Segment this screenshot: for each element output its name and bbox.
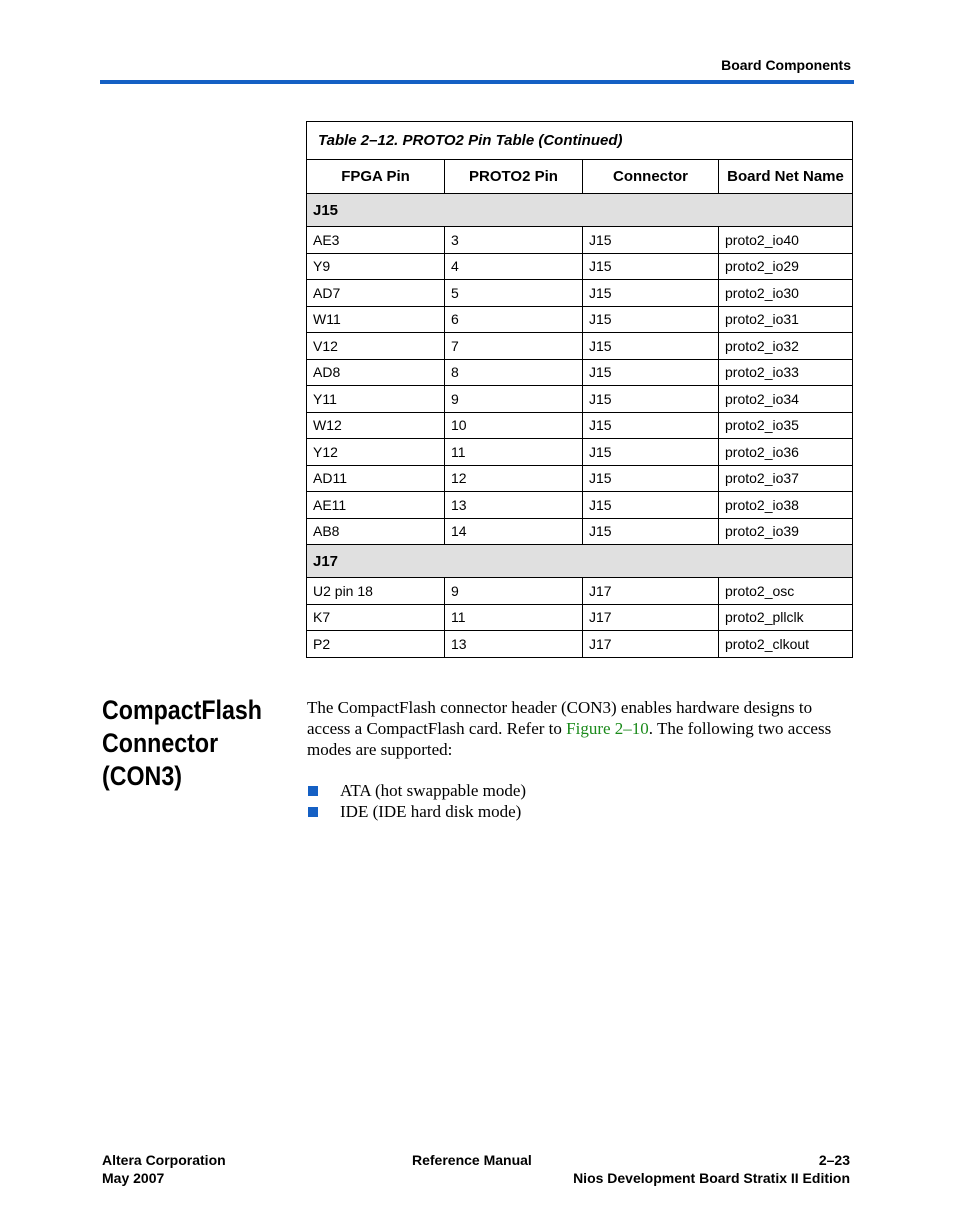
table-cell: W11: [307, 306, 445, 333]
table-caption: Table 2–12. PROTO2 Pin Table (Continued): [307, 122, 853, 160]
table-cell: J15: [583, 333, 719, 360]
table-cell: AE3: [307, 227, 445, 254]
table-row: [307, 604, 853, 631]
table-cell: AD11: [307, 465, 445, 492]
table-cell: proto2_io32: [719, 333, 853, 360]
table-cell: J15: [583, 359, 719, 386]
table-cell: P2: [307, 631, 445, 658]
table-cell: 11: [445, 604, 583, 631]
list-item-text: ATA (hot swappable mode): [340, 781, 527, 800]
table-cell: proto2_io35: [719, 412, 853, 439]
table-row: [307, 631, 853, 658]
table-cell: Y9: [307, 253, 445, 280]
table-row: [307, 253, 853, 280]
paragraph-text: The CompactFlash connector header (CON3) enables hardware designs to access a CompactFlash card. Refer to: [307, 698, 813, 738]
page-number: 2–23: [818, 1152, 850, 1168]
table-cell: J15: [583, 386, 719, 413]
footer-doc-title: Reference Manual: [412, 1152, 532, 1168]
table-cell: J15: [583, 412, 719, 439]
table-cell: 12: [445, 465, 583, 492]
table-cell: AD8: [307, 359, 445, 386]
list-item: [307, 780, 526, 801]
table-cell: J15: [583, 227, 719, 254]
paragraph-text: . The following two access modes are supported:: [307, 719, 832, 759]
footer-company: Altera Corporation: [102, 1152, 226, 1168]
table-cell: 7: [445, 333, 583, 360]
table-cell: J17: [583, 631, 719, 658]
table-cell: J15: [583, 518, 719, 545]
table-row: [307, 280, 853, 307]
table-cell: 9: [445, 578, 583, 605]
footer-edition: Nios Development Board Stratix II Edition: [573, 1170, 850, 1186]
table-cell: J15: [583, 439, 719, 466]
figure-link[interactable]: Figure 2–10: [566, 719, 649, 738]
table-cell: 8: [445, 359, 583, 386]
table-cell: proto2_osc: [719, 578, 853, 605]
table-cell: 5: [445, 280, 583, 307]
table-cell: J17: [583, 578, 719, 605]
table-cell: U2 pin 18: [307, 578, 445, 605]
table-cell: AE11: [307, 492, 445, 519]
table-cell: J17: [583, 604, 719, 631]
square-bullet-icon: [308, 786, 318, 796]
table-cell: J15: [583, 253, 719, 280]
table-body: [307, 194, 853, 658]
table-cell: Y11: [307, 386, 445, 413]
table-cell: proto2_io31: [719, 306, 853, 333]
table-cell: J15: [583, 280, 719, 307]
footer-left: [102, 1151, 226, 1187]
column-header: Connector: [583, 160, 719, 194]
table-cell: AB8: [307, 518, 445, 545]
list-item-text: IDE (IDE hard disk mode): [340, 802, 522, 821]
header-rule: [100, 80, 854, 84]
group-row: [307, 545, 853, 578]
column-header: Board Net Name: [719, 160, 853, 194]
group-row: [307, 194, 853, 227]
table-cell: AD7: [307, 280, 445, 307]
proto2-pin-table: [306, 121, 853, 658]
table-cell: proto2_io30: [719, 280, 853, 307]
table-cell: 3: [445, 227, 583, 254]
square-bullet-icon: [308, 807, 318, 817]
table-cell: 14: [445, 518, 583, 545]
table-cell: J15: [583, 492, 719, 519]
table-row: [307, 227, 853, 254]
table-cell: 4: [445, 253, 583, 280]
table-cell: proto2_pllclk: [719, 604, 853, 631]
table-cell: proto2_io29: [719, 253, 853, 280]
table-cell: K7: [307, 604, 445, 631]
table-cell: proto2_io38: [719, 492, 853, 519]
table-row: [307, 386, 853, 413]
table-cell: proto2_io39: [719, 518, 853, 545]
table-row: [307, 492, 853, 519]
table-row: [307, 578, 853, 605]
body-paragraph: [307, 697, 852, 760]
table-cell: proto2_io34: [719, 386, 853, 413]
table-row: [307, 359, 853, 386]
group-label: J15: [307, 194, 853, 227]
table-cell: V12: [307, 333, 445, 360]
table-cell: proto2_io40: [719, 227, 853, 254]
table-cell: proto2_io37: [719, 465, 853, 492]
table-cell: 13: [445, 492, 583, 519]
table-row: [307, 439, 853, 466]
list-item: [307, 801, 526, 822]
table-cell: J15: [583, 465, 719, 492]
footer-right: [573, 1151, 850, 1187]
table-header-row: [307, 160, 853, 194]
table-row: [307, 518, 853, 545]
table-cell: W12: [307, 412, 445, 439]
section-heading: CompactFlash Connector (CON3): [102, 695, 263, 791]
table-cell: proto2_io33: [719, 359, 853, 386]
table-row: [307, 333, 853, 360]
column-header: FPGA Pin: [307, 160, 445, 194]
table-cell: 9: [445, 386, 583, 413]
table-cell: proto2_clkout: [719, 631, 853, 658]
table-cell: 13: [445, 631, 583, 658]
table-row: [307, 306, 853, 333]
table-cell: J15: [583, 306, 719, 333]
group-label: J17: [307, 545, 853, 578]
table-row: [307, 412, 853, 439]
table-row: [307, 465, 853, 492]
running-header: Board Components: [721, 57, 851, 73]
table-cell: 10: [445, 412, 583, 439]
footer-center: [412, 1151, 532, 1169]
table-cell: proto2_io36: [719, 439, 853, 466]
table-cell: 6: [445, 306, 583, 333]
column-header: PROTO2 Pin: [445, 160, 583, 194]
footer-date: May 2007: [102, 1170, 165, 1186]
table-cell: Y12: [307, 439, 445, 466]
table-cell: 11: [445, 439, 583, 466]
access-mode-list: [307, 780, 526, 822]
